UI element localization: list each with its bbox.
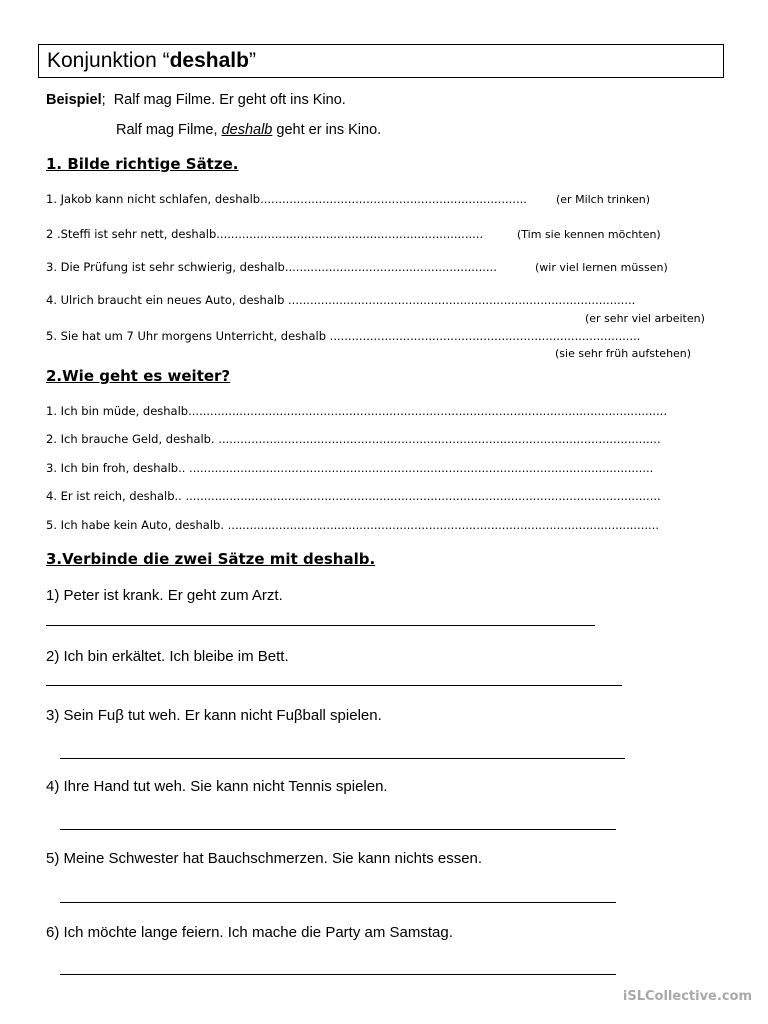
answer-line[interactable] xyxy=(46,685,622,686)
section3-item: 4) Ihre Hand tut weh. Sie kann nicht Tennis spielen. xyxy=(46,778,388,795)
answer-line[interactable] xyxy=(46,625,595,626)
example-line2-pre: Ralf mag Filme, xyxy=(116,122,222,138)
example-line-1 xyxy=(46,92,346,108)
section1-item: 1. Jakob kann nicht schlafen, deshalb......................................................................... xyxy=(46,192,527,206)
section1-item: 5. Sie hat um 7 Uhr morgens Unterricht, deshalb ..................................................................................... xyxy=(46,329,641,343)
answer-line[interactable] xyxy=(60,829,616,830)
title-suffix: ” xyxy=(248,49,256,72)
section3-item: 3) Sein Fuβ tut weh. Er kann nicht Fuβball spielen. xyxy=(46,707,382,724)
answer-line[interactable] xyxy=(60,902,616,903)
section2-item: 4. Er ist reich, deshalb.. .................................................................................................................................. xyxy=(46,489,661,503)
section2-item: 5. Ich habe kein Auto, deshalb. ...................................................................................................................... xyxy=(46,518,659,532)
example-label: Beispiel xyxy=(46,92,102,108)
section1-hint: (sie sehr früh aufstehen) xyxy=(555,347,692,360)
title-prefix: Konjunktion “ xyxy=(47,49,170,72)
section1-hint: (er sehr viel arbeiten) xyxy=(585,312,705,325)
example-keyword: deshalb xyxy=(221,122,273,138)
worksheet-title xyxy=(38,44,724,78)
section3-item: 2) Ich bin erkältet. Ich bleibe im Bett. xyxy=(46,648,289,665)
watermark: iSLCollective.com xyxy=(622,989,752,1004)
section2-item: 2. Ich brauche Geld, deshalb. ......................................................................................................................... xyxy=(46,432,661,446)
section1-hint: (wir viel lernen müssen) xyxy=(535,261,668,274)
section2-item: 1. Ich bin müde, deshalb................................................................................................................................... xyxy=(46,404,667,418)
section1-item: 3. Die Prüfung ist sehr schwierig, deshalb.......................................................... xyxy=(46,260,497,274)
section1-hint: (Tim sie kennen möchten) xyxy=(517,228,661,241)
example-line2-post: geht er ins Kino. xyxy=(272,122,382,138)
example-sep: ; xyxy=(101,92,106,108)
section3-item: 6) Ich möchte lange feiern. Ich mache die Party am Samstag. xyxy=(46,924,453,941)
section2-heading: 2.Wie geht es weiter? xyxy=(46,367,231,385)
example-sentence-1: Ralf mag Filme. Er geht oft ins Kino. xyxy=(113,92,346,108)
section1-item: 2 .Steffi ist sehr nett, deshalb......................................................................... xyxy=(46,227,484,241)
section3-item: 5) Meine Schwester hat Bauchschmerzen. Sie kann nichts essen. xyxy=(46,850,483,867)
title-bold: deshalb xyxy=(169,49,249,72)
section1-hint: (er Milch trinken) xyxy=(556,193,651,206)
section2-item: 3. Ich bin froh, deshalb.. ............................................................................................................................... xyxy=(46,461,654,475)
section3-item: 1) Peter ist krank. Er geht zum Arzt. xyxy=(46,587,283,604)
section3-heading: 3.Verbinde die zwei Sätze mit deshalb. xyxy=(46,550,376,568)
section1-heading: 1. Bilde richtige Sätze. xyxy=(46,155,239,173)
section1-item: 4. Ulrich braucht ein neues Auto, deshalb ............................................................................................... xyxy=(46,293,636,307)
answer-line[interactable] xyxy=(60,974,616,975)
example-line-2 xyxy=(116,122,381,138)
answer-line[interactable] xyxy=(60,758,625,759)
